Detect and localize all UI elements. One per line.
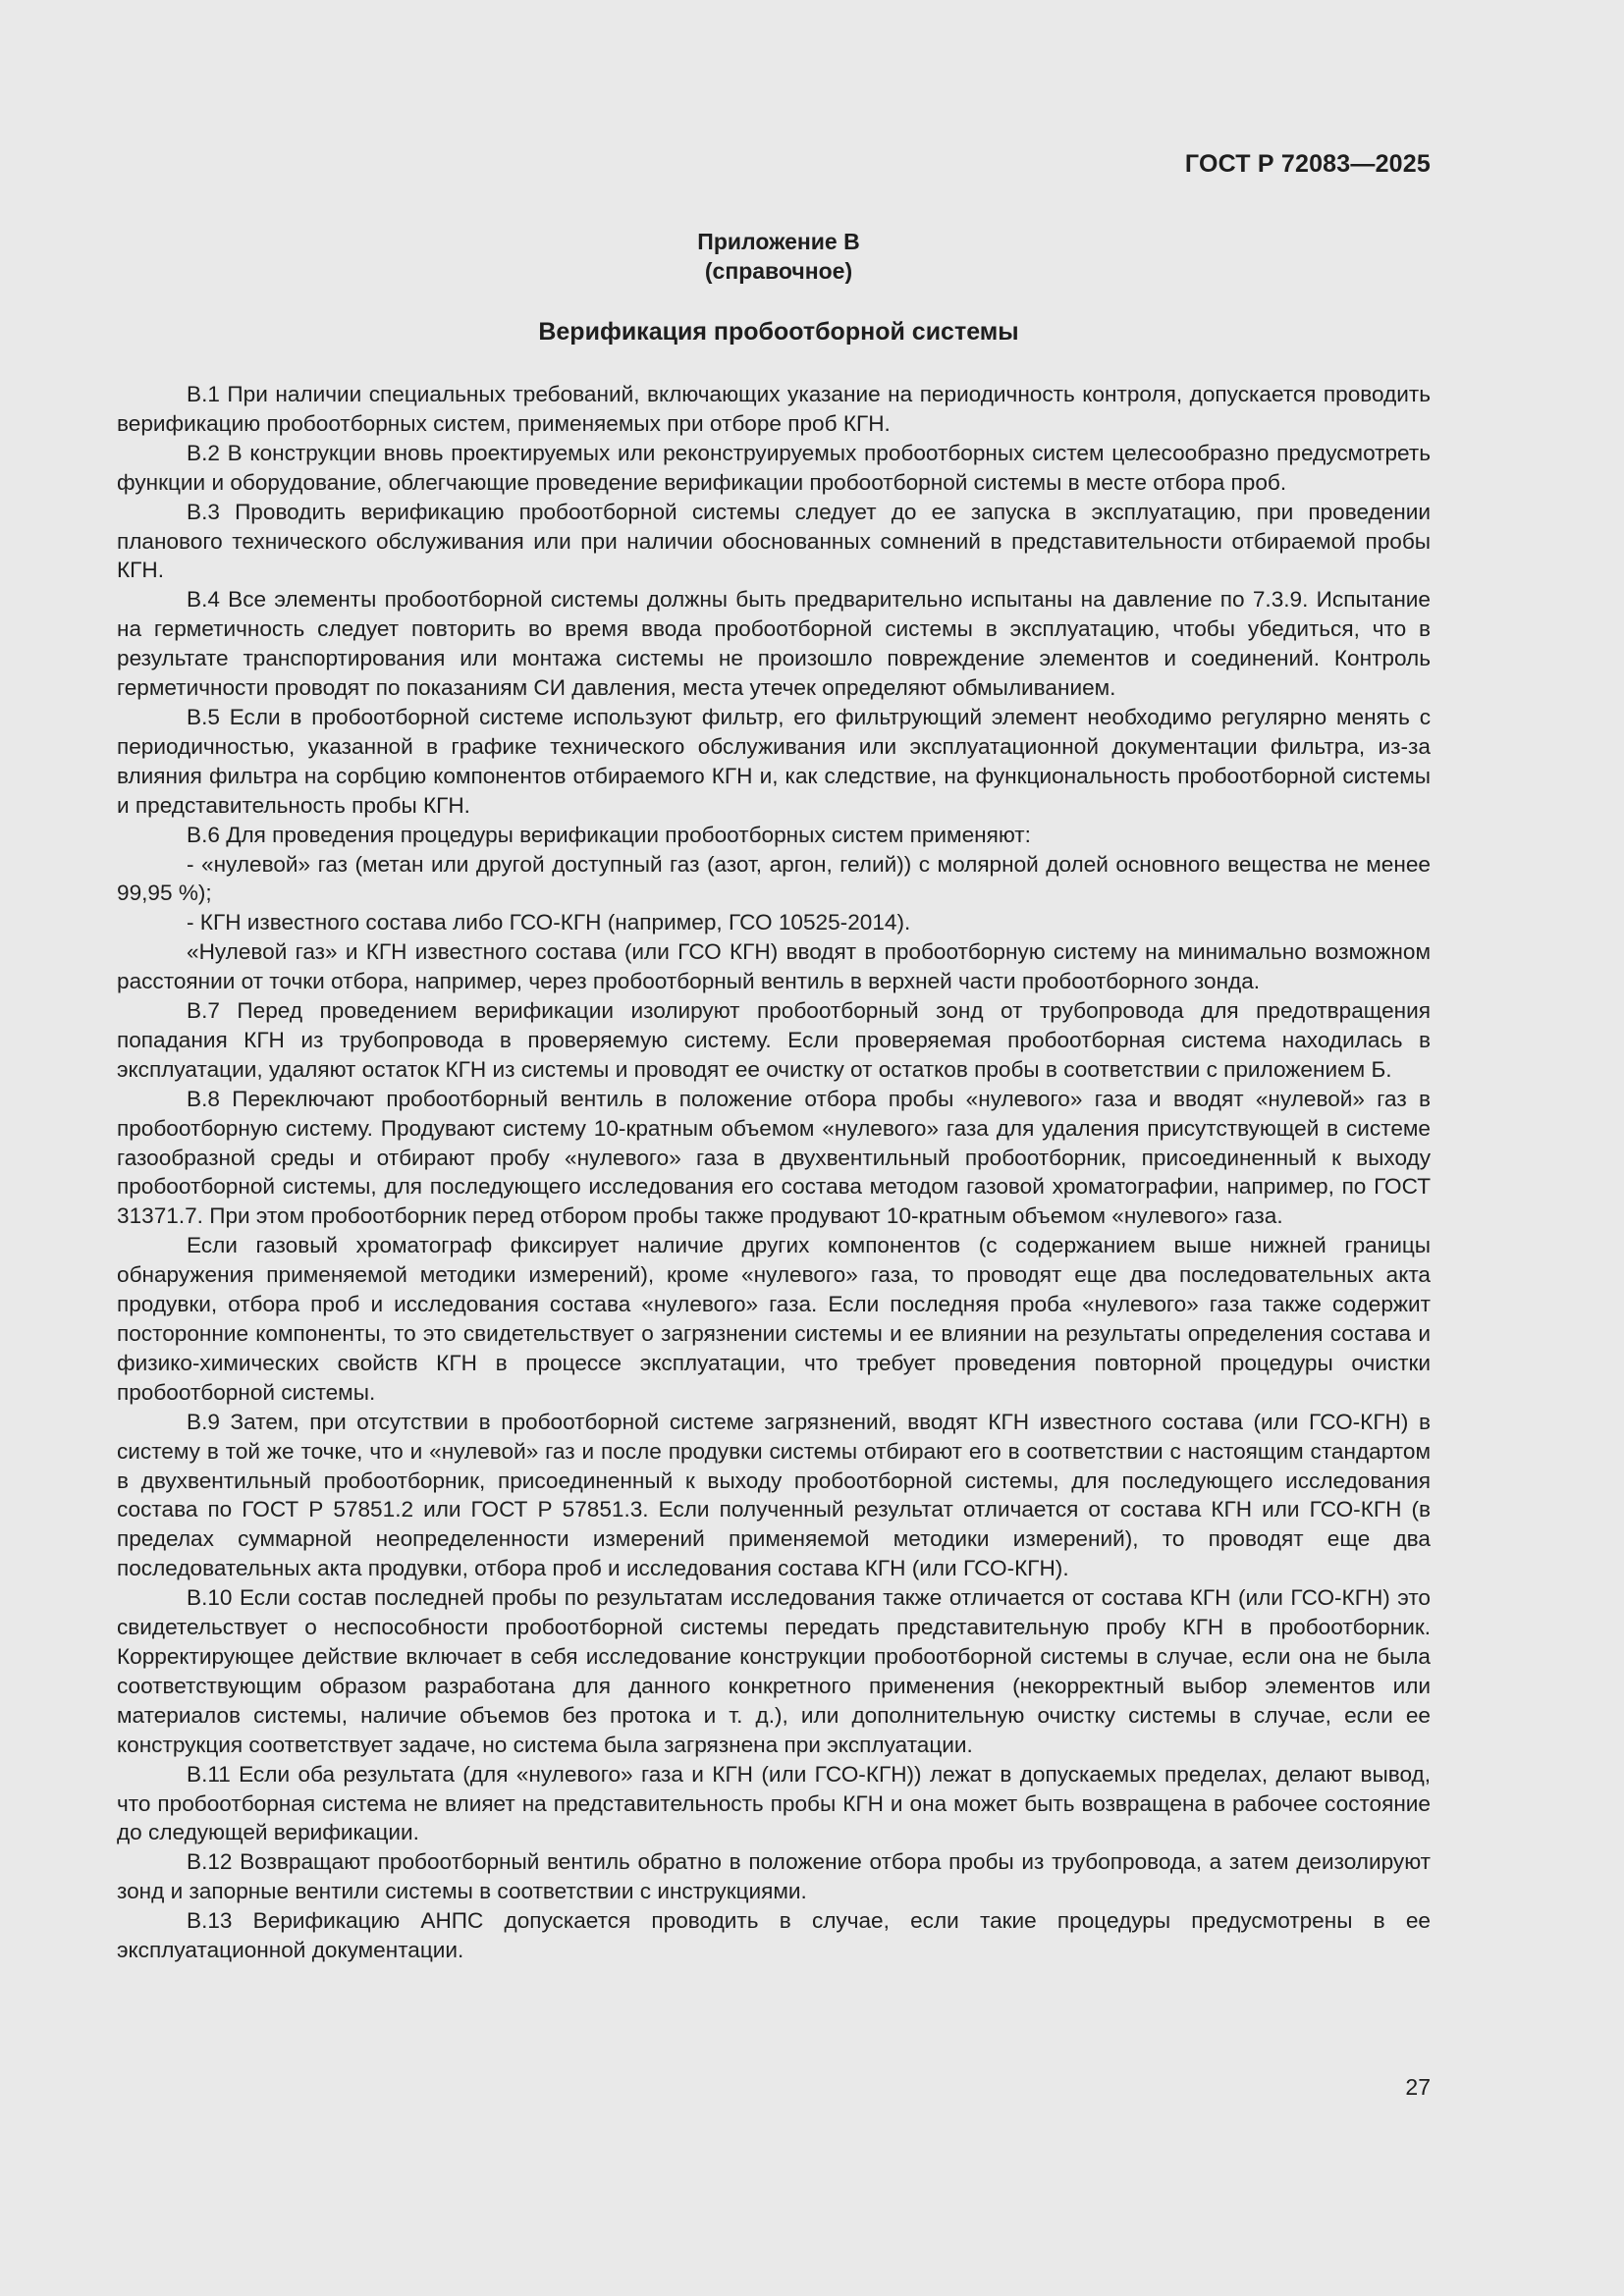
paragraph: В.6 Для проведения процедуры верификации пробоотборных систем применяют: bbox=[187, 822, 1031, 847]
paragraph: В.3 Проводить верификацию пробоотборной системы следует до ее запуска в эксплуатацию, при проведении планового технического обслуживания или при наличии обоснованных сомнений в представительности отбираемой пробы КГН. bbox=[117, 499, 1431, 583]
section-title: Верификация пробоотборной системы bbox=[538, 318, 1019, 346]
list-item: - КГН известного состава либо ГСО-КГН (например, ГСО 10525-2014). bbox=[187, 910, 911, 935]
paragraph: В.9 Затем, при отсутствии в пробоотборной системе загрязнений, вводят КГН известного состава (или ГСО-КГН) в систему в той же точке, что и «нулевой» газ и после продувки системы отбирают его в соответствии с настоящим стандартом в двухвентильный пробоотборник, присоединенный к выходу пробоотборной системы, для последующего исследования состава по ГОСТ Р 57851.2 или ГОСТ Р 57851.3. Если полученный результат отличается от состава КГН или ГСО-КГН (в пределах суммарной неопределенности измерений применяемой методики измерений), то проводят еще два последовательных акта продувки, отбора проб и исследования состава КГН (или ГСО-КГН). bbox=[117, 1409, 1431, 1581]
paragraph: В.2 В конструкции вновь проектируемых или реконструируемых пробоотборных систем целесообразно предусмотреть функции и оборудование, облегчающие проведение верификации пробоотборной системы в месте отбора проб. bbox=[117, 440, 1431, 495]
paragraph: В.11 Если оба результата (для «нулевого» газа и КГН (или ГСО-КГН)) лежат в допускаемых пределах, делают вывод, что пробоотборная система не влияет на представительность пробы КГН и она может быть возвращена в рабочее состояние до следующей верификации. bbox=[117, 1761, 1431, 1845]
list-item: - «нулевой» газ (метан или другой доступный газ (азот, аргон, гелий)) с молярной долей основного вещества не менее 99,95 %); bbox=[117, 851, 1431, 906]
paragraph: В.1 При наличии специальных требований, включающих указание на периодичность контроля, допускается проводить верификацию пробоотборных систем, применяемых при отборе проб КГН. bbox=[117, 382, 1431, 436]
paragraph: Если газовый хроматограф фиксирует наличие других компонентов (с содержанием выше нижней границы обнаружения применяемой методики измерений), кроме «нулевого» газа, то проводят еще два последовательных акта продувки, отбора проб и исследования состава «нулевого» газа. Если последняя проба «нулевого» газа также содержит посторонние компоненты, то это свидетельствует о загрязнении системы и ее влиянии на результаты определения состава и физико-химических свойств КГН в процессе эксплуатации, что требует проведения повторной процедуры очистки пробоотборной системы. bbox=[117, 1233, 1431, 1405]
paragraph: В.7 Перед проведением верификации изолируют пробоотборный зонд от трубопровода для предотвращения попадания КГН из трубопровода в проверяемую систему. Если проверяемая пробоотборная система находилась в эксплуатации, удаляют остаток КГН из системы и проводят ее очистку от остатков пробы в соответствии с приложением Б. bbox=[117, 998, 1431, 1082]
paragraph: В.13 Верификацию АНПС допускается проводить в случае, если такие процедуры предусмотрены в ее эксплуатационной документации. bbox=[117, 1908, 1431, 1963]
paragraph: В.4 Все элементы пробоотборной системы должны быть предварительно испытаны на давление по 7.3.9. Испытание на герметичность следует повторить во время ввода пробоотборной системы в эксплуатацию, чтобы убедиться, что в результате транспортирования или монтажа системы не произошло повреждение элементов и соединений. Контроль герметичности проводят по показаниям СИ давления, места утечек определяют обмыливанием. bbox=[117, 587, 1431, 701]
paragraph: В.8 Переключают пробоотборный вентиль в положение отбора пробы «нулевого» газа и вводят «нулевой» газ в пробоотборную систему. Продувают систему 10-кратным объемом «нулевого» газа для удаления присутствующей в системе газообразной среды и отбирают пробу «нулевого» газа в двухвентильный пробоотборник, присоединенный к выходу пробоотборной системы, для последующего исследования его состава методом газовой хроматографии, например, по ГОСТ 31371.7. При этом пробоотборник перед отбором пробы также продувают 10-кратным объемом «нулевого» газа. bbox=[117, 1086, 1431, 1229]
appendix-heading bbox=[0, 227, 1557, 286]
document-body bbox=[117, 380, 1431, 1965]
paragraph: В.10 Если состав последней пробы по результатам исследования также отличается от состава КГН (или ГСО-КГН) это свидетельствует о неспособности пробоотборной системы передать представительную пробу КГН в пробоотборник. Корректирующее действие включает в себя исследование конструкции пробоотборной системы в случае, если она не была соответствующим образом разработана для данного конкретного применения (некорректный выбор элементов или материалов системы, наличие объемов без протока и т. д.), или дополнительную очистку системы в случае, если ее конструкция соответствует задаче, но система была загрязнена при эксплуатации. bbox=[117, 1585, 1431, 1757]
paragraph: В.12 Возвращают пробоотборный вентиль обратно в положение отбора пробы из трубопровода, а затем деизолируют зонд и запорные вентили системы в соответствии с инструкциями. bbox=[117, 1849, 1431, 1904]
paragraph: В.5 Если в пробоотборной системе используют фильтр, его фильтрующий элемент необходимо регулярно менять с периодичностью, указанной в графике технического обслуживания или эксплуатационной документации фильтра, из-за влияния фильтра на сорбцию компонентов отбираемого КГН и, как следствие, на функциональность пробоотборной системы и представительность пробы КГН. bbox=[117, 704, 1431, 818]
paragraph: «Нулевой газ» и КГН известного состава (или ГСО КГН) вводят в пробоотборную систему на минимально возможном расстоянии от точки отбора, например, через пробоотборный вентиль в верхней части пробоотборного зонда. bbox=[117, 939, 1431, 994]
document-code: ГОСТ Р 72083—2025 bbox=[1184, 150, 1431, 178]
appendix-label: Приложение В bbox=[697, 229, 860, 254]
appendix-kind: (справочное) bbox=[704, 258, 853, 284]
page-number: 27 bbox=[1405, 2074, 1431, 2100]
